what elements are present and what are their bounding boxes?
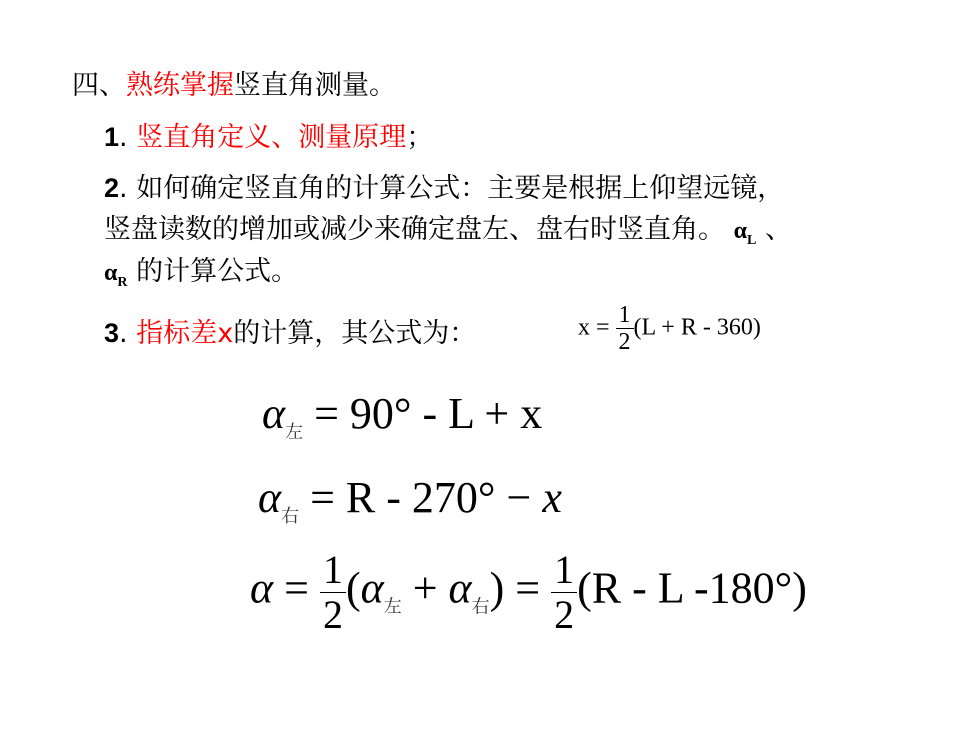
eq1-rhs: = 90° - L + x xyxy=(303,389,543,438)
eq2-subscript: 右 xyxy=(281,506,300,527)
item-2-sep: . xyxy=(119,173,128,204)
item-2-number: 2 xyxy=(104,173,120,203)
item-2-line-2-tail: 、 xyxy=(764,214,792,245)
item-3-rest: 的计算，其公式为： xyxy=(233,318,477,349)
equation-alpha-right xyxy=(258,472,562,528)
item-1-number: 1 xyxy=(104,122,120,152)
item-1 xyxy=(104,119,433,156)
alpha-r-symbol: $\alpha_R$ xyxy=(104,260,128,290)
eq3-fraction-1: $\frac{1}{2}$ xyxy=(320,548,346,637)
index-error-formula xyxy=(578,302,761,356)
heading-highlight: 熟练掌握 xyxy=(126,70,234,101)
eq1-subscript: 左 xyxy=(285,422,304,443)
eq3-tail: (R - L -180°) xyxy=(577,563,807,613)
item-2-line-3 xyxy=(104,254,298,301)
formula-lhs: x = xyxy=(578,314,610,341)
item-1-sep: . xyxy=(119,122,128,153)
eq1-alpha: α xyxy=(262,389,286,438)
item-2-line-1 xyxy=(104,170,784,207)
formula-rhs: (L + R - 360) xyxy=(633,314,761,341)
formula-fraction: $\frac{1}{2}$ xyxy=(616,302,634,356)
eq2-x: x xyxy=(542,473,562,522)
eq2-rhs: = R - 270° − xyxy=(299,473,543,522)
item-3-highlight: 指标差x xyxy=(136,318,234,349)
item-2-text-3: 的计算公式。 xyxy=(136,256,299,287)
item-3 xyxy=(104,315,476,352)
item-1-highlight: 竖直角定义、测量原理 xyxy=(136,122,407,153)
eq2-alpha: α xyxy=(258,473,282,522)
eq3-fraction-2: $\frac{1}{2}$ xyxy=(551,548,577,637)
heading-prefix: 四、 xyxy=(72,70,126,101)
eq3-alpha: α xyxy=(250,563,274,613)
item-1-tail: ； xyxy=(406,122,434,153)
section-heading xyxy=(72,68,396,104)
item-2-text-2: 竖盘读数的增加或减少来确定盘左、盘右时竖直角。 xyxy=(104,214,725,245)
item-2-text-1: 如何确定竖直角的计算公式：主要是根据上仰望远镜， xyxy=(136,173,785,204)
equation-alpha-mean: α = $\frac{1}{2}$ $(\alpha_左 + \alpha_右)$ = $\frac{1}{2}$ (R - L -180°) xyxy=(250,547,807,637)
item-2-line-2 xyxy=(104,212,792,259)
heading-rest: 竖直角测量。 xyxy=(234,70,396,101)
item-3-sep: . xyxy=(119,318,128,349)
alpha-l-symbol: $\alpha_L$ xyxy=(733,218,757,248)
equation-alpha-left xyxy=(262,388,542,444)
item-3-number: 3 xyxy=(104,318,120,348)
